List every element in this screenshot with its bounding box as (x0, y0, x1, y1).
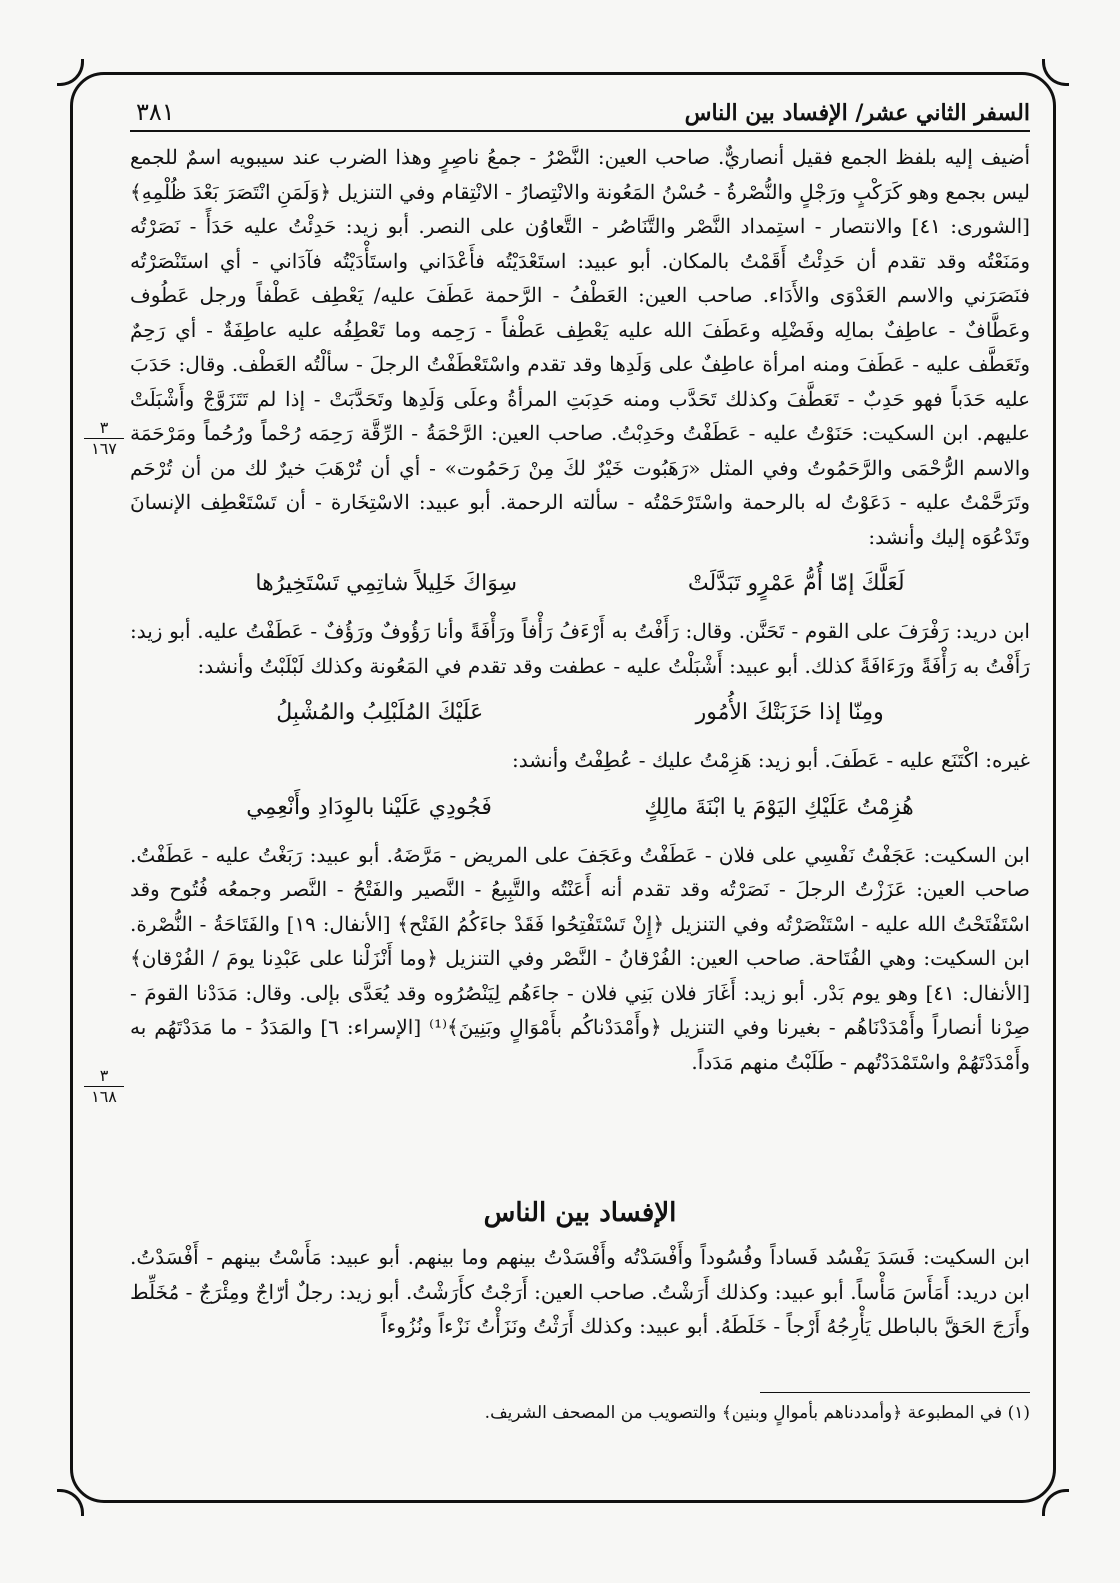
main-text (130, 140, 1030, 1079)
margin-note (84, 420, 124, 457)
margin-note-page: ١٦٨ (91, 1087, 117, 1106)
footnote-rule (760, 1392, 1030, 1393)
frame-corner (1042, 59, 1069, 86)
frame-corner (57, 59, 84, 86)
footnote: (١) في المطبوعة ﴿وأمددناهم بأموالٍ وبنين﴾ والتصويب من المصحف الشريف. (484, 1403, 1030, 1423)
running-head (130, 86, 1030, 126)
verse (170, 790, 990, 826)
paragraph: ابن دريد: رَفْرَفَ على القوم - تَحَنَّن. وقال: رَأَفْتُ به أَرْءَفُ رَأْفاً ورَأْفَةً وأنا رَؤُوفٌ ورَؤُفٌ - عَطَفْتُ عليه. أبو زيد: رَأَفْتُ به رَأْفَةً ورَءَافَةً كذلك. أبو عبيد: أَشْبَلْتُ عليه - عطفت وقد تقدم في المَعُونة وكذلك لَبْلَبْتُ وأنشد: (130, 619, 1030, 678)
verse-hemistich: ومِنّا إذا حَزَبَتْكَ الأُمُور (695, 700, 884, 725)
paragraph: غيره: اكْتَنَع عليه - عَطَفَ. أبو زيد: هَزِمْتُ عليك - عُطِفْتُ وأنشد: (512, 748, 1030, 772)
section-text (130, 1240, 1030, 1344)
verse (170, 566, 990, 602)
verse-hemistich: فَجُودِي عَلَيْنا بالوِدَادِ وأَنْعِمِي (246, 794, 492, 820)
verse (170, 695, 990, 731)
frame-corner (57, 1489, 84, 1516)
margin-note-volume: ٣ (84, 1068, 124, 1087)
paragraph: ابن السكيت: عَجَفْتُ نَفْسِي على فلان - عَطَفْتُ وعَجَفَ على المريض - مَرَّضَهُ. أبو عبيد: رَبَغْتُ عليه - عَطَفْتُ. صاحب العين: عَزَزْتُ الرجلَ - نَصَرْتُه وقد تقدم أنه أَعَنْتُه والتَّبِيعُ - النَّصير والفَتْحُ - النَّصر وجمعُه فُتُوح وقد اسْتَفْتَحْتُ الله عليه - اسْتَنْصَرْتُه وفي التنزيل ﴿إِنْ تَسْتَفْتِحُوا فَقَدْ جاءَكُمُ الفَتْح﴾ [الأنفال: ١٩] والفَتَاحَةُ - النُّصْرة. ابن السكيت: وهي الفُتَاحة. صاحب العين: الفُرْقانُ - النَّصْر وفي التنزيل ﴿وما أَنْزَلْنا على عَبْدِنا يومَ / الفُرْقان﴾ [الأنفال: ٤١] وهو يوم بَدْر. أبو زيد: أَغَارَ فلان بَنِي فلان - جاءَهُم لِيَنْصُرُوه وقد يُعَدَّى بإلى. وقال: مَدَدْنا القومَ - صِرْنا أنصاراً وأَمْدَدْنَاهُم - بغيرنا وفي التنزيل ﴿وأَمْدَدْناكُم بأَمْوَالٍ وبَنِينَ﴾⁽¹⁾ [الإسراء: ٦] والمَدَدُ - ما مَدَدْتَهُم به وأَمْدَدْتَهُمْ واسْتَمْدَدْتُهم - طَلَبْتُ منهم مَدَداً. (130, 842, 1030, 1074)
margin-note-volume: ٣ (84, 420, 124, 439)
margin-note-page: ١٦٧ (91, 439, 117, 458)
verse-hemistich: عَلَيْكَ المُلَبْلِبُ والمُشْبِلُ (276, 700, 484, 725)
margin-note (84, 1068, 124, 1105)
verse-hemistich: سِوَاكَ خَلِيلاً شاتِمِي تَسْتَخِيرُها (255, 571, 518, 596)
running-title: السفر الثاني عشر/ الإفساد بين الناس (684, 100, 1030, 126)
paragraph: أضيف إليه بلفظ الجمع فقيل أنصاريٌّ. صاحب العين: النَّصْرُ - جمعُ ناصِرٍ وهذا الضرب عند سيبويه اسمٌ للجمع ليس بجمع وهو كَرَكْبٍ ورَجْلٍ والنُّصْرةُ - حُسْنُ المَعُونة والانْتِصارُ - الانْتِقام وفي التنزيل ﴿وَلَمَنِ انْتَصَرَ بَعْدَ ظُلْمِهِ﴾ [الشورى: ٤١] والانتصار - استِمداد النَّصْر والتَّنَاصُر - التَّعاوُن على النصر. أبو زيد: حَدِئْتُ عليه حَدَأً - نَصَرْتُه ومَنَعْتُه وقد تقدم أن حَدِئْتُ أَقَمْتُ بالمكان. أبو عبيد: استَعْدَيْتُه فأَعْدَاني واستَأْدَيْتُه فآدَاني - أي استَنْصَرْتُه فنَصَرَني والاسم العَدْوَى والأَدَاء. صاحب العين: العَطْفُ - الرَّحمة عَطَفَ عليه/ يَعْطِف عَطْفاً ورجل عَطُوف وعَطَّافٌ - عاطِفٌ بمالِه وفَضْلِه وعَطَفَ الله عليه يَعْطِف عَطْفاً - رَحِمه وما تَعْطِفُه عليه عاطِفَةٌ - أي رَحِمٌ وتَعَطَّف عليه - عَطَفَ ومنه امرأة عاطِفٌ على وَلَدِها وقد تقدم واسْتَعْطَفْتُ الرجلَ - سألْتُه العَطْف. وقال: حَدَبَ عليه حَدَباً فهو حَدِبٌ - تَعَطَّفَ وكذلك تَحَدَّب ومنه حَدِبَتِ المرأةُ وعلَى وَلَدِها وتَحَدَّبَتْ - إذا لم تَتَزَوَّجْ وأَشْبَلَتْ عليهم. ابن السكيت: حَنَوْتُ عليه - عَطَفْتُ وحَدِبْتُ. صاحب العين: الرَّحْمَةُ - الرِّقَّة رَحِمَه رُحْماً ورُحُماً ومَرْحَمَة والاسم الرُّحْمَى والرَّحَمُوتُ وفي المثل «رَهَبُوت خَيْرٌ لكَ مِنْ رَحَمُوت» - أي أن تُرْهَبَ خيرٌ لك من أن تُرْحَم وتَرَحَّمْتُ عليه - دَعَوْتُ له بالرحمة واسْتَرْحَمْتُه - سألته الرحمة. أبو عبيد: الاسْتِخَارة - أن تَسْتَعْطِف الإنسانَ وتَدْعُوَه إليك وأنشد: (130, 145, 1030, 549)
section-title: الإفساد بين الناس (483, 1198, 677, 1228)
verse-hemistich: لَعَلَّكَ إمّا أُمُّ عَمْرٍو تَبَدَّلَتْ (687, 571, 905, 596)
verse-hemistich: هُزِمْتُ عَلَيْكِ اليَوْمَ يا ابْنَةَ مالِكٍ (644, 794, 914, 820)
frame-corner (1042, 1489, 1069, 1516)
paragraph: ابن السكيت: فَسَدَ يَفْسُد فَساداً وفُسُوداً وأَفْسَدْتُه وأَفْسَدْتُ بينهم وما بينهم. أبو عبيد: مَأَسْتُ بينهم - أَفْسَدْتُ. ابن دريد: أَمَأَسَ مَأْساً. أبو عبيد: وكذلك أَرَشْتُ. صاحب العين: أَرَجْتُ كأَرَشْتُ. أبو زيد: رجلٌ أرّاجٌ ومِئْرَجٌ - مُخَلِّط وأَرَجَ الحَقَّ بالباطل يَأْرِجُهُ أَرْجاً - خَلَطَهُ. أبو عبيد: وكذلك أَرَثْتُ ونَزَأْتُ نَزْءاً ونُزُوءاً (130, 1245, 1030, 1338)
page-number: ٣٨١ (136, 98, 175, 126)
header-rule (130, 130, 1030, 132)
